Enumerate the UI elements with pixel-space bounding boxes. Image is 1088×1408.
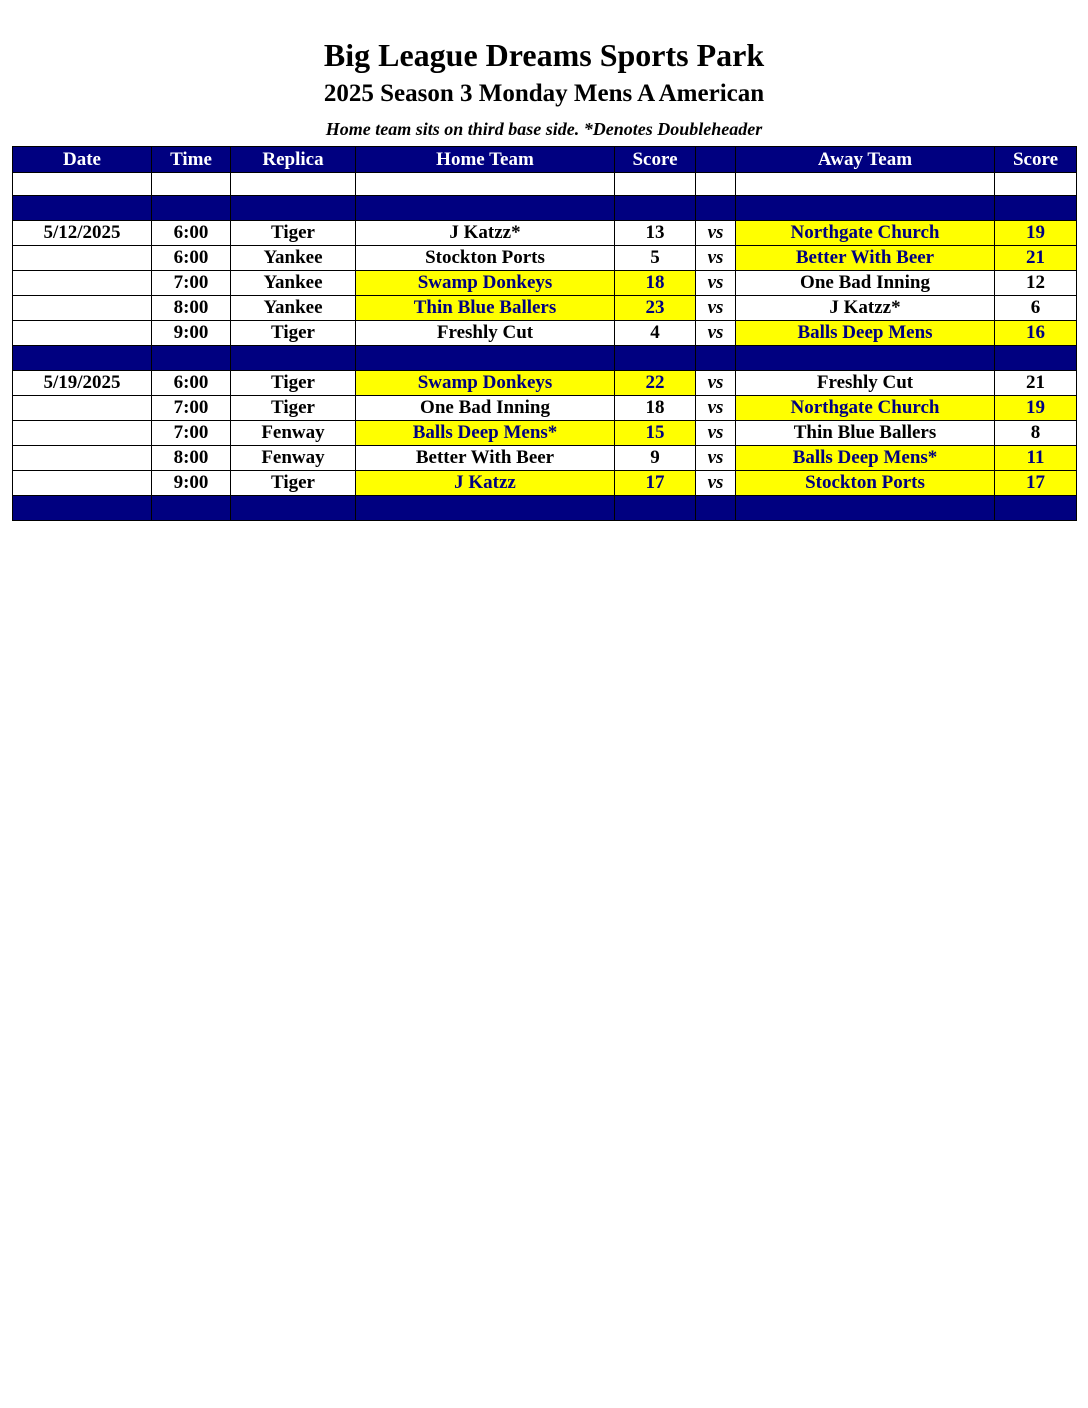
empty-cell xyxy=(696,173,736,196)
vs-cell: vs xyxy=(696,446,736,471)
away-team-cell: Northgate Church xyxy=(736,396,995,421)
game-row xyxy=(13,421,1077,446)
empty-cell xyxy=(696,196,736,221)
date-cell xyxy=(13,471,152,496)
away-team-cell: Better With Beer xyxy=(736,246,995,271)
vs-cell: vs xyxy=(696,471,736,496)
home-score-cell: 17 xyxy=(615,471,696,496)
vs-cell: vs xyxy=(696,371,736,396)
vs-cell: vs xyxy=(696,396,736,421)
replica-cell: Tiger xyxy=(231,396,356,421)
home-team-cell: Stockton Ports xyxy=(356,246,615,271)
vs-cell: vs xyxy=(696,246,736,271)
replica-cell: Tiger xyxy=(231,471,356,496)
home-team-cell: Better With Beer xyxy=(356,446,615,471)
empty-cell xyxy=(231,173,356,196)
replica-cell: Yankee xyxy=(231,271,356,296)
home-team-cell: Thin Blue Ballers xyxy=(356,296,615,321)
schedule-table xyxy=(12,146,1077,521)
time-cell: 6:00 xyxy=(152,221,231,246)
away-score-cell: 11 xyxy=(995,446,1077,471)
away-team-cell: Balls Deep Mens* xyxy=(736,446,995,471)
game-row xyxy=(13,396,1077,421)
home-score-cell: 18 xyxy=(615,396,696,421)
page-subtitle: 2025 Season 3 Monday Mens A American xyxy=(323,80,765,107)
replica-cell: Fenway xyxy=(231,446,356,471)
empty-cell xyxy=(736,196,995,221)
time-cell: 6:00 xyxy=(152,371,231,396)
col-header-away-team: Away Team xyxy=(736,147,995,173)
empty-cell xyxy=(13,346,152,371)
col-header-home-team: Home Team xyxy=(356,147,615,173)
home-team-cell: Freshly Cut xyxy=(356,321,615,346)
home-score-cell: 18 xyxy=(615,271,696,296)
game-row xyxy=(13,446,1077,471)
empty-cell xyxy=(356,173,615,196)
empty-cell xyxy=(696,496,736,521)
away-team-cell: Stockton Ports xyxy=(736,471,995,496)
away-score-cell: 19 xyxy=(995,396,1077,421)
away-team-cell: J Katzz* xyxy=(736,296,995,321)
empty-cell xyxy=(152,496,231,521)
game-row xyxy=(13,321,1077,346)
away-team-cell: Freshly Cut xyxy=(736,371,995,396)
away-score-cell: 19 xyxy=(995,221,1077,246)
date-cell: 5/12/2025 xyxy=(13,221,152,246)
home-team-cell: Balls Deep Mens* xyxy=(356,421,615,446)
empty-cell xyxy=(13,173,152,196)
separator-row xyxy=(13,196,1077,221)
home-score-cell: 4 xyxy=(615,321,696,346)
away-team-cell: One Bad Inning xyxy=(736,271,995,296)
game-row xyxy=(13,271,1077,296)
col-header-home-score: Score xyxy=(615,147,696,173)
empty-cell xyxy=(995,346,1077,371)
date-cell xyxy=(13,321,152,346)
away-score-cell: 8 xyxy=(995,421,1077,446)
vs-cell: vs xyxy=(696,321,736,346)
empty-cell xyxy=(995,196,1077,221)
vs-cell: vs xyxy=(696,421,736,446)
time-cell: 7:00 xyxy=(152,396,231,421)
empty-cell xyxy=(231,196,356,221)
empty-cell xyxy=(356,196,615,221)
blank-row xyxy=(13,173,1077,196)
away-team-cell: Northgate Church xyxy=(736,221,995,246)
time-cell: 8:00 xyxy=(152,446,231,471)
home-team-cell: Swamp Donkeys xyxy=(356,371,615,396)
replica-cell: Yankee xyxy=(231,246,356,271)
home-team-cell: J Katzz xyxy=(356,471,615,496)
away-team-cell: Balls Deep Mens xyxy=(736,321,995,346)
date-cell xyxy=(13,446,152,471)
separator-row xyxy=(13,496,1077,521)
empty-cell xyxy=(152,173,231,196)
home-score-cell: 13 xyxy=(615,221,696,246)
empty-cell xyxy=(736,496,995,521)
home-score-cell: 22 xyxy=(615,371,696,396)
replica-cell: Tiger xyxy=(231,221,356,246)
col-header-away-score: Score xyxy=(995,147,1077,173)
date-cell xyxy=(13,421,152,446)
away-score-cell: 12 xyxy=(995,271,1077,296)
col-header-time: Time xyxy=(152,147,231,173)
empty-cell xyxy=(615,496,696,521)
date-cell xyxy=(13,246,152,271)
replica-cell: Tiger xyxy=(231,321,356,346)
away-score-cell: 21 xyxy=(995,371,1077,396)
empty-cell xyxy=(995,496,1077,521)
empty-cell xyxy=(231,346,356,371)
empty-cell xyxy=(13,196,152,221)
empty-cell xyxy=(231,496,356,521)
away-score-cell: 16 xyxy=(995,321,1077,346)
vs-cell: vs xyxy=(696,271,736,296)
away-score-cell: 17 xyxy=(995,471,1077,496)
game-row xyxy=(13,471,1077,496)
empty-cell xyxy=(995,173,1077,196)
date-cell xyxy=(13,271,152,296)
vs-cell: vs xyxy=(696,296,736,321)
header-row xyxy=(13,147,1077,173)
time-cell: 9:00 xyxy=(152,321,231,346)
game-row xyxy=(13,246,1077,271)
empty-cell xyxy=(736,173,995,196)
empty-cell xyxy=(696,346,736,371)
date-cell xyxy=(13,396,152,421)
time-cell: 9:00 xyxy=(152,471,231,496)
replica-cell: Yankee xyxy=(231,296,356,321)
empty-cell xyxy=(736,346,995,371)
page-note: Home team sits on third base side. *Denotes Doubleheader xyxy=(325,119,763,139)
replica-cell: Fenway xyxy=(231,421,356,446)
vs-cell: vs xyxy=(696,221,736,246)
home-score-cell: 15 xyxy=(615,421,696,446)
col-header-vs xyxy=(696,147,736,173)
col-header-replica: Replica xyxy=(231,147,356,173)
home-team-cell: J Katzz* xyxy=(356,221,615,246)
col-header-date: Date xyxy=(13,147,152,173)
empty-cell xyxy=(356,346,615,371)
empty-cell xyxy=(152,346,231,371)
game-row xyxy=(13,221,1077,246)
empty-cell xyxy=(356,496,615,521)
time-cell: 7:00 xyxy=(152,421,231,446)
time-cell: 8:00 xyxy=(152,296,231,321)
home-team-cell: Swamp Donkeys xyxy=(356,271,615,296)
home-score-cell: 5 xyxy=(615,246,696,271)
away-score-cell: 6 xyxy=(995,296,1077,321)
empty-cell xyxy=(615,196,696,221)
home-score-cell: 9 xyxy=(615,446,696,471)
separator-row xyxy=(13,346,1077,371)
empty-cell xyxy=(152,196,231,221)
page-title: Big League Dreams Sports Park xyxy=(323,37,765,73)
home-team-cell: One Bad Inning xyxy=(356,396,615,421)
date-cell xyxy=(13,296,152,321)
replica-cell: Tiger xyxy=(231,371,356,396)
time-cell: 6:00 xyxy=(152,246,231,271)
game-row xyxy=(13,296,1077,321)
schedule-body xyxy=(13,173,1077,521)
empty-cell xyxy=(615,346,696,371)
time-cell: 7:00 xyxy=(152,271,231,296)
game-row xyxy=(13,371,1077,396)
empty-cell xyxy=(13,496,152,521)
away-team-cell: Thin Blue Ballers xyxy=(736,421,995,446)
empty-cell xyxy=(615,173,696,196)
away-score-cell: 21 xyxy=(995,246,1077,271)
date-cell: 5/19/2025 xyxy=(13,371,152,396)
home-score-cell: 23 xyxy=(615,296,696,321)
